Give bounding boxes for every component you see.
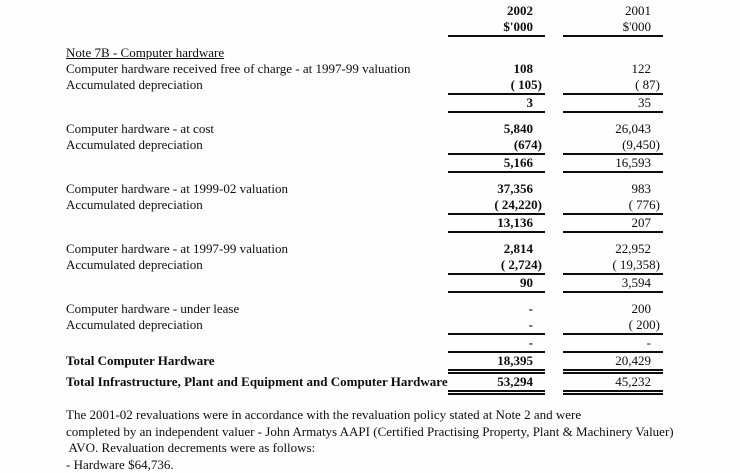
table-row-item <box>66 301 663 317</box>
footnote-line: completed by an independent valuer - John Armatys AAPI (Certified Practising Property, Plant & Machinery Valuer) <box>66 424 732 441</box>
row-label <box>66 95 448 113</box>
table-row-subtotal <box>66 155 663 173</box>
header-year-2002: 2002 <box>448 3 545 19</box>
value-2002: 90 <box>448 275 545 293</box>
footnote <box>66 407 740 473</box>
figures-table <box>66 3 740 395</box>
table-row-subtotal <box>66 275 663 293</box>
value-2002: 18,395 <box>448 353 545 374</box>
value-2002: 37,356 <box>448 181 545 197</box>
header-units-2001: $'000 <box>563 19 663 37</box>
value-2001: - <box>563 335 663 353</box>
row-label: Accumulated depreciation <box>66 197 448 215</box>
header-spacer <box>66 3 448 19</box>
value-2002: 5,166 <box>448 155 545 173</box>
row-spacer <box>66 113 663 121</box>
table-row-item <box>66 181 663 197</box>
note-title-text: Note 7B - Computer hardware <box>66 45 224 60</box>
row-label: Computer hardware - at 1997-99 valuation <box>66 241 448 257</box>
value-2002: ( 105) <box>448 77 545 95</box>
table-row-item <box>66 77 663 95</box>
row-spacer <box>66 233 663 241</box>
table-row-subtotal <box>66 95 663 113</box>
value-2002: 2,814 <box>448 241 545 257</box>
note-title <box>66 45 448 61</box>
value-2001: ( 19,358) <box>563 257 663 275</box>
table-row-item <box>66 317 663 335</box>
row-label: Total Computer Hardware <box>66 353 448 374</box>
value-2001: ( 87) <box>563 77 663 95</box>
value-2001: 35 <box>563 95 663 113</box>
value-2002: - <box>448 317 545 335</box>
header-year-2001: 2001 <box>563 3 663 19</box>
footnote-line: AVO. Revaluation decrements were as follows: <box>66 440 732 457</box>
footnote-line: The 2001-02 revaluations were in accordance with the revaluation policy stated at Note 2 and were <box>66 407 732 424</box>
empty-cell <box>448 45 545 61</box>
header-units-2002: $'000 <box>448 19 545 37</box>
value-2001: 3,594 <box>563 275 663 293</box>
value-2002: ( 24,220) <box>448 197 545 215</box>
row-label: Computer hardware - at cost <box>66 121 448 137</box>
table-row-item <box>66 257 663 275</box>
row-label: Accumulated depreciation <box>66 77 448 95</box>
row-label <box>66 155 448 173</box>
table-header-years <box>66 3 663 19</box>
table-row-subtotal <box>66 215 663 233</box>
row-label: Accumulated depreciation <box>66 257 448 275</box>
header-spacer <box>66 19 448 37</box>
value-2001: 20,429 <box>563 353 663 374</box>
footnote-line: - Hardware $64,736. <box>66 457 732 473</box>
value-2002: - <box>448 301 545 317</box>
value-2002: 53,294 <box>448 374 545 395</box>
value-2002: 3 <box>448 95 545 113</box>
value-2002: 13,136 <box>448 215 545 233</box>
table-row-item <box>66 137 663 155</box>
value-2001: 45,232 <box>563 374 663 395</box>
table-rows <box>66 61 663 395</box>
value-2002: (674) <box>448 137 545 155</box>
value-2002: - <box>448 335 545 353</box>
value-2002: 108 <box>448 61 545 77</box>
empty-cell <box>563 45 663 61</box>
table-row-total <box>66 353 663 374</box>
row-label: Total Infrastructure, Plant and Equipment and Computer Hardware <box>66 374 448 395</box>
row-spacer <box>66 293 663 301</box>
row-label: Computer hardware received free of charge - at 1997-99 valuation <box>66 61 448 77</box>
table-row-subtotal <box>66 335 663 353</box>
value-2001: 26,043 <box>563 121 663 137</box>
table-header-units <box>66 19 663 37</box>
table-row-item <box>66 121 663 137</box>
row-label <box>66 335 448 353</box>
table-row-total <box>66 374 663 395</box>
value-2001: 16,593 <box>563 155 663 173</box>
value-2002: 5,840 <box>448 121 545 137</box>
note-title-row <box>66 45 663 61</box>
value-2001: 207 <box>563 215 663 233</box>
row-label: Computer hardware - at 1999-02 valuation <box>66 181 448 197</box>
table-row-item <box>66 197 663 215</box>
row-spacer <box>66 173 663 181</box>
value-2001: (9,450) <box>563 137 663 155</box>
value-2001: ( 776) <box>563 197 663 215</box>
row-label: Computer hardware - under lease <box>66 301 448 317</box>
table-row-item <box>66 241 663 257</box>
value-2002: ( 2,724) <box>448 257 545 275</box>
value-2001: 983 <box>563 181 663 197</box>
table-row-item <box>66 61 663 77</box>
row-label: Accumulated depreciation <box>66 137 448 155</box>
row-label: Accumulated depreciation <box>66 317 448 335</box>
value-2001: 122 <box>563 61 663 77</box>
value-2001: 22,952 <box>563 241 663 257</box>
value-2001: ( 200) <box>563 317 663 335</box>
row-label <box>66 215 448 233</box>
value-2001: 200 <box>563 301 663 317</box>
row-label <box>66 275 448 293</box>
